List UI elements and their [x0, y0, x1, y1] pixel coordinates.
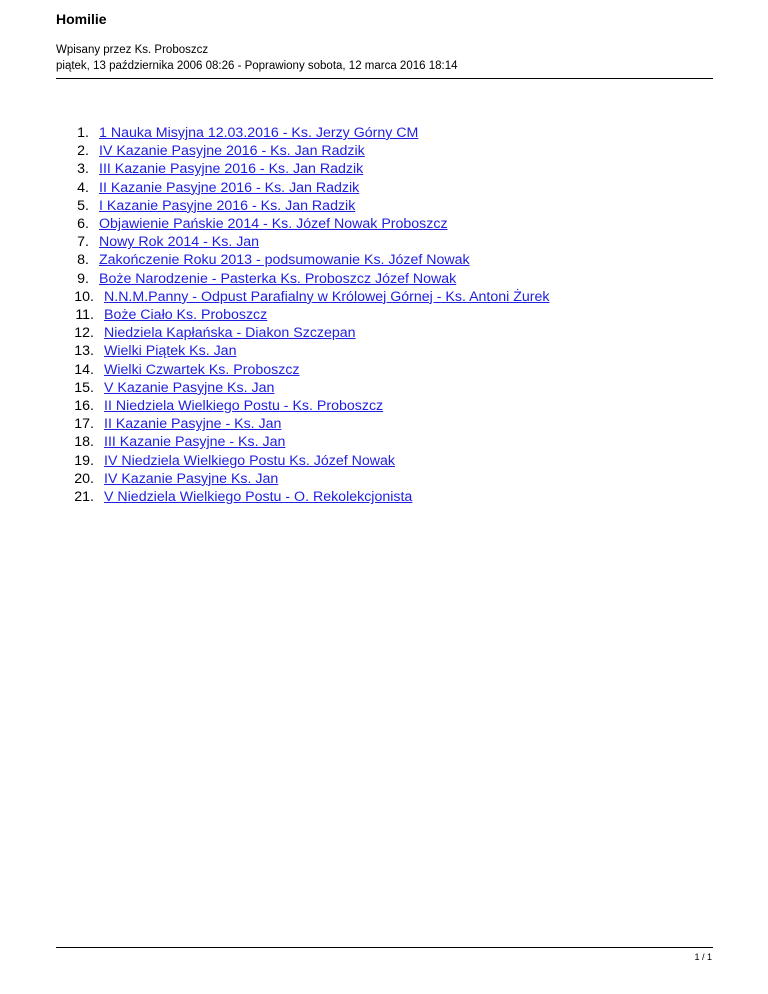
homily-link[interactable]: III Kazanie Pasyjne - Ks. Jan [104, 434, 286, 451]
header-divider [56, 78, 713, 79]
list-item [56, 179, 550, 197]
list-item-number: 9. [77, 270, 89, 287]
homily-link[interactable]: II Kazanie Pasyjne - Ks. Jan [104, 416, 282, 433]
page-number: 1 / 1 [694, 952, 712, 962]
list-item [56, 124, 550, 142]
list-item-number: 8. [77, 252, 89, 269]
homily-link[interactable]: III Kazanie Pasyjne 2016 - Ks. Jan Radzik [99, 161, 364, 178]
list-item-number: 19. [74, 452, 94, 469]
homily-link[interactable]: Zakończenie Roku 2013 - podsumowanie Ks. Józef Nowak [99, 252, 470, 269]
article-meta [56, 42, 458, 74]
homily-link[interactable]: Objawienie Pańskie 2014 - Ks. Józef Nowak Proboszcz [99, 216, 448, 233]
list-item-number: 11. [75, 307, 94, 324]
footer-divider [56, 947, 713, 948]
list-item-number: 7. [77, 234, 89, 251]
homily-link[interactable]: II Kazanie Pasyjne 2016 - Ks. Jan Radzik [99, 179, 360, 196]
homily-link[interactable]: Wielki Czwartek Ks. Proboszcz [104, 361, 300, 378]
list-item [56, 379, 550, 397]
list-item [56, 288, 550, 306]
list-item-number: 21. [74, 489, 94, 506]
homily-link[interactable]: Nowy Rok 2014 - Ks. Jan [99, 234, 260, 251]
homily-link[interactable]: N.N.M.Panny - Odpust Parafialny w Królowej Górnej - Ks. Antoni Żurek [104, 288, 550, 305]
list-item [56, 215, 550, 233]
list-item-number: 13. [74, 343, 94, 360]
list-item [56, 488, 550, 506]
page-title: Homilie [56, 11, 107, 27]
list-item [56, 142, 550, 160]
list-item [56, 397, 550, 415]
list-item [56, 342, 550, 360]
list-item-number: 10. [74, 288, 94, 305]
list-item-number: 14. [74, 361, 94, 378]
homily-list [56, 124, 550, 506]
list-item [56, 270, 550, 288]
list-item-number: 2. [77, 143, 89, 160]
homily-link[interactable]: Wielki Piątek Ks. Jan [104, 343, 237, 360]
list-item-number: 20. [74, 470, 94, 487]
homily-link[interactable]: V Kazanie Pasyjne Ks. Jan [104, 379, 275, 396]
homily-link[interactable]: II Niedziela Wielkiego Postu - Ks. Proboszcz [104, 398, 384, 415]
list-item [56, 233, 550, 251]
list-item-number: 17. [74, 416, 94, 433]
list-item [56, 306, 550, 324]
homily-link[interactable]: IV Kazanie Pasyjne Ks. Jan [104, 470, 279, 487]
list-item-number: 4. [77, 179, 89, 196]
list-item [56, 415, 550, 433]
list-item-number: 16. [74, 398, 94, 415]
homily-link[interactable]: V Niedziela Wielkiego Postu - O. Rekolekcjonista [104, 489, 413, 506]
homily-link[interactable]: Niedziela Kapłańska - Diakon Szczepan [104, 325, 356, 342]
list-item [56, 160, 550, 178]
list-item-number: 6. [77, 216, 89, 233]
list-item [56, 470, 550, 488]
list-item-number: 5. [77, 197, 89, 214]
author-line: Wpisany przez Ks. Proboszcz [56, 44, 209, 56]
homily-link[interactable]: Boże Narodzenie - Pasterka Ks. Proboszcz Józef Nowak [99, 270, 457, 287]
list-item [56, 361, 550, 379]
homily-link[interactable]: IV Kazanie Pasyjne 2016 - Ks. Jan Radzik [99, 143, 365, 160]
homily-link[interactable]: IV Niedziela Wielkiego Postu Ks. Józef Nowak [104, 452, 395, 469]
list-item [56, 251, 550, 269]
list-item [56, 324, 550, 342]
homily-link[interactable]: I Kazanie Pasyjne 2016 - Ks. Jan Radzik [99, 197, 356, 214]
list-item-number: 15. [74, 379, 94, 396]
list-item-number: 12. [74, 325, 94, 342]
list-item-number: 18. [74, 434, 94, 451]
list-item [56, 452, 550, 470]
list-item-number: 3. [77, 161, 89, 178]
homily-link[interactable]: 1 Nauka Misyjna 12.03.2016 - Ks. Jerzy Górny CM [99, 125, 419, 141]
date-line: piątek, 13 października 2006 08:26 - Poprawiony sobota, 12 marca 2016 18:14 [56, 60, 458, 72]
list-item [56, 197, 550, 215]
list-item [56, 433, 550, 451]
homily-link[interactable]: Boże Ciało Ks. Proboszcz [104, 307, 268, 324]
list-item-number: 1. [77, 125, 89, 141]
